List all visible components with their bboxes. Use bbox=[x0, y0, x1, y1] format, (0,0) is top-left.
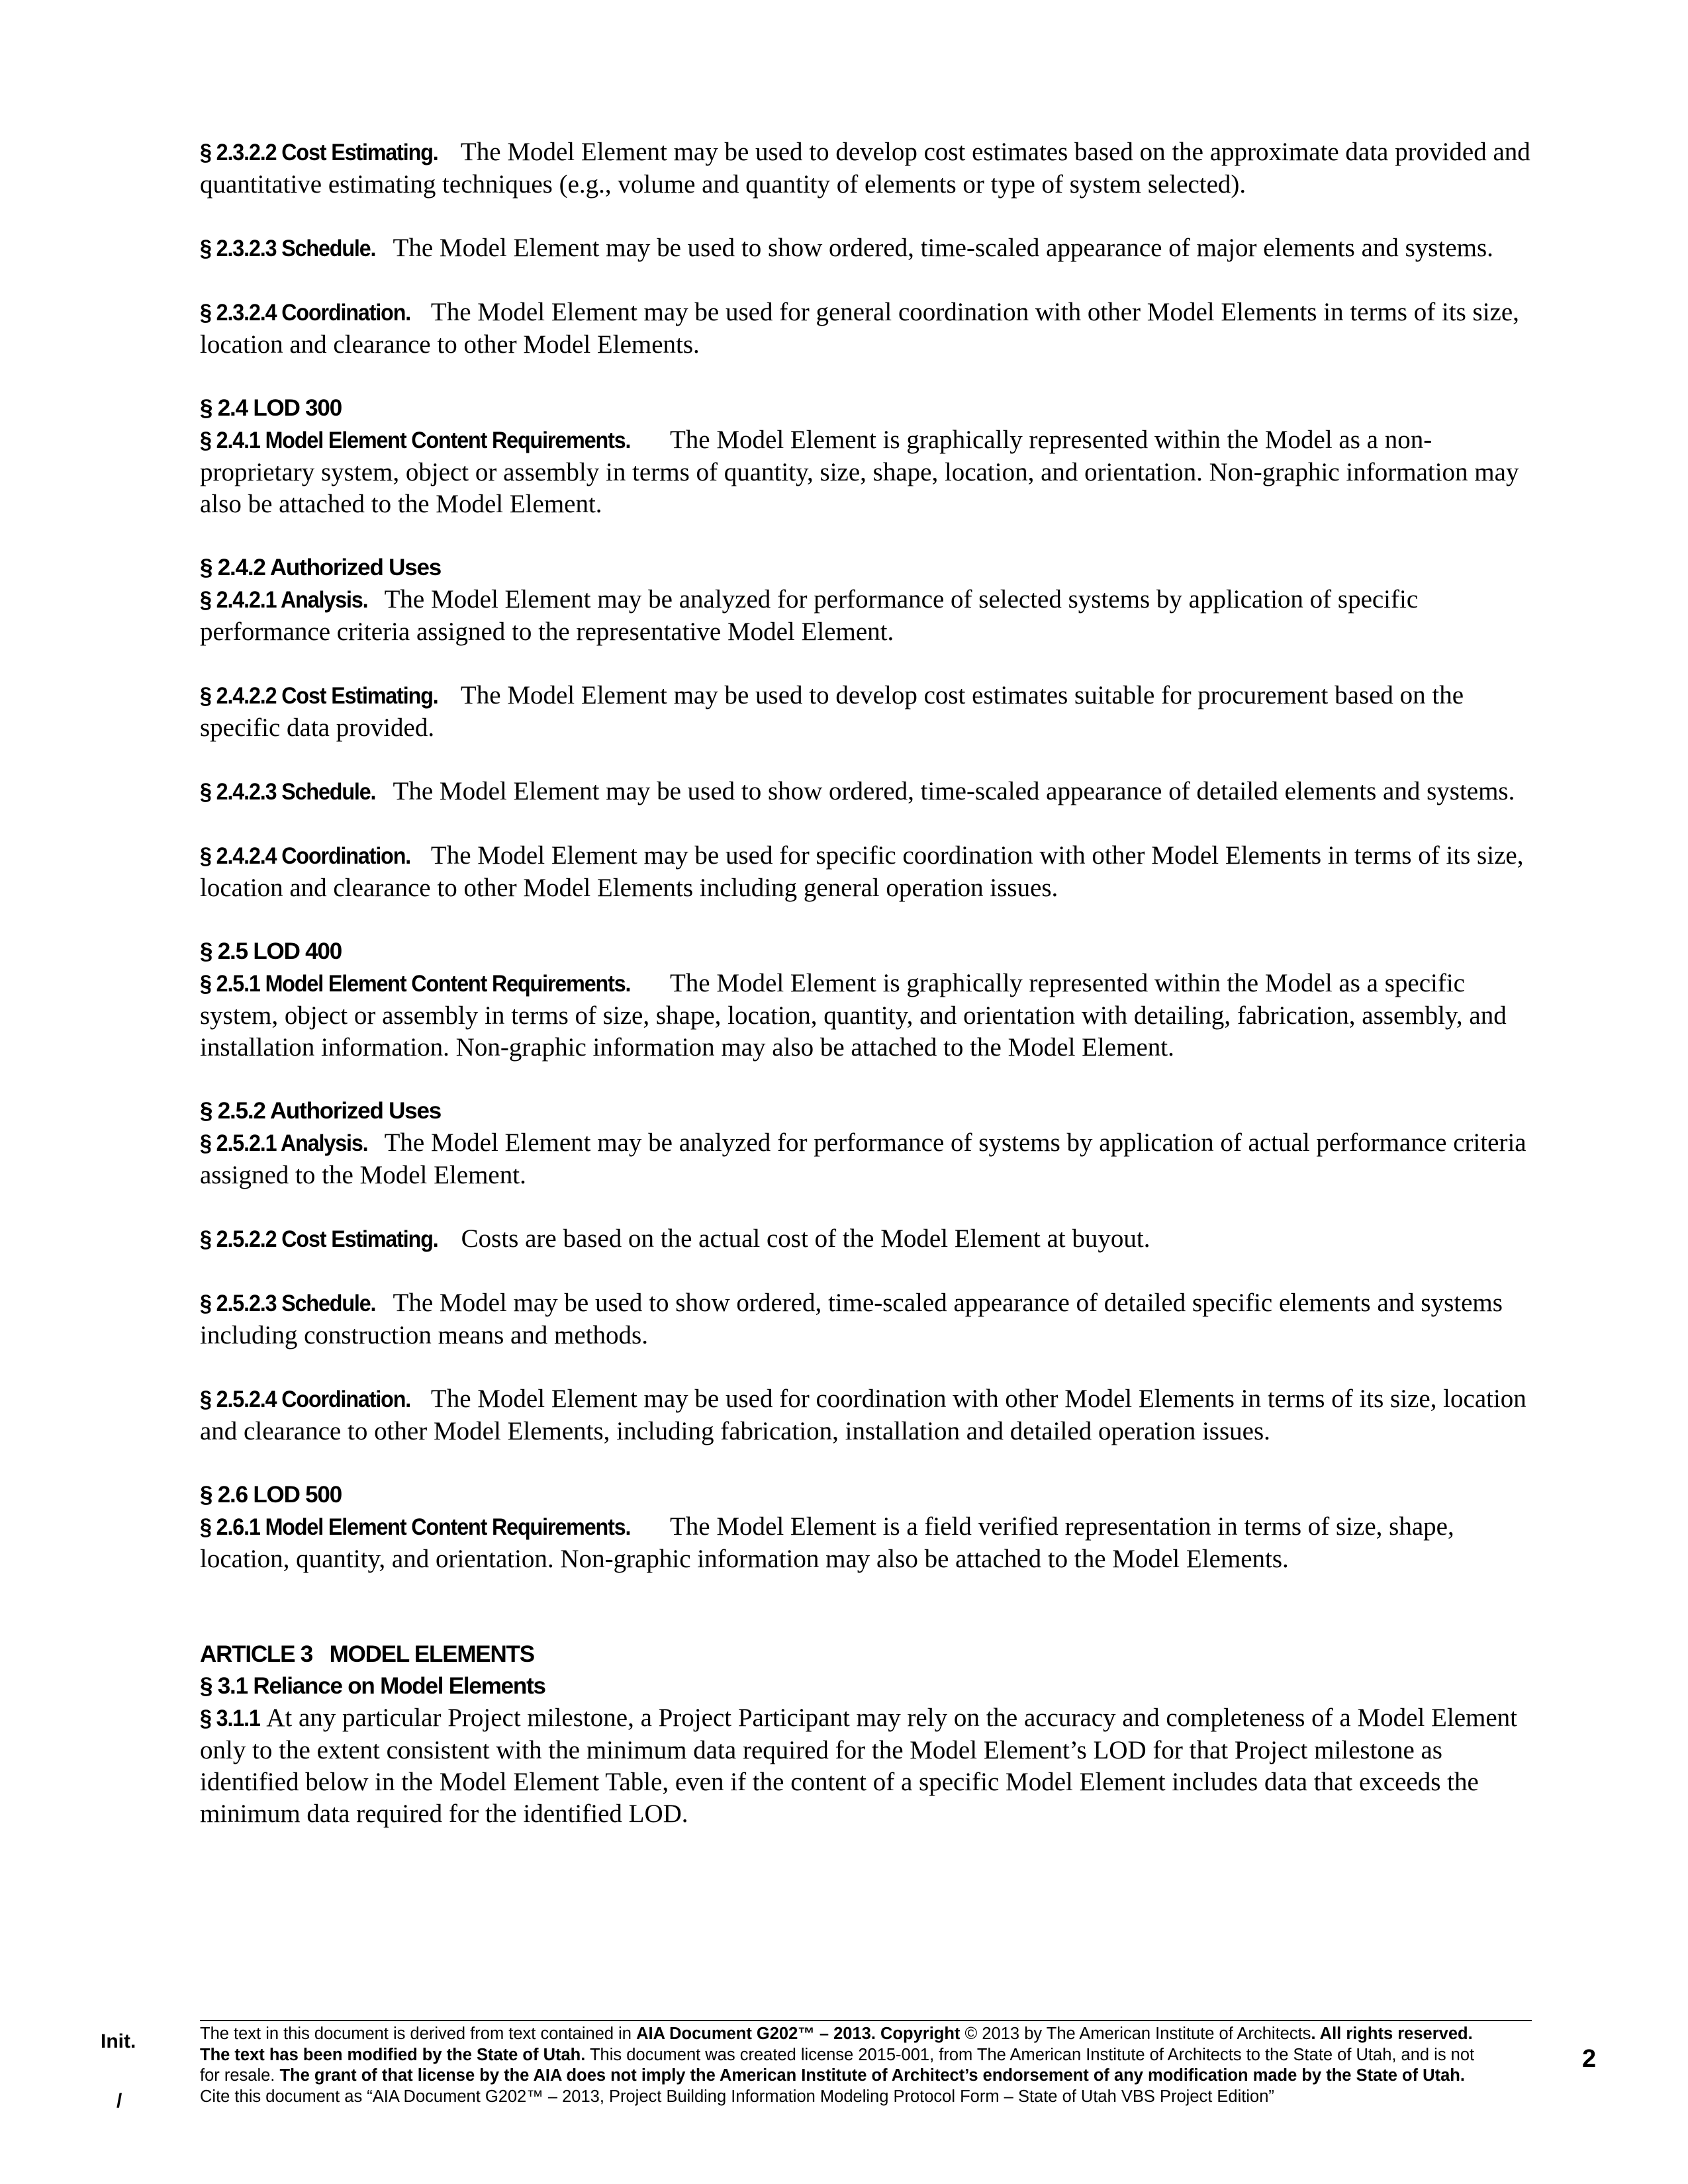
section-2-5 bbox=[200, 936, 1530, 1064]
footer-notice bbox=[200, 2024, 1484, 2107]
section-text: The Model may be used to show ordered, time-scaled appearance of detailed specific elements and systems including construction means and methods. bbox=[200, 1289, 1503, 1349]
section-2-4-2-3 bbox=[200, 776, 1530, 808]
section-text: The Model Element is graphically represented within the Model as a non-proprietary system, object or assembly in terms of quantity, size, shape, location, and orientation. Non-graphic information may also be attached to the Model Element. bbox=[200, 426, 1519, 518]
page-number: 2 bbox=[1582, 2045, 1597, 2073]
article-title: ARTICLE 3 MODEL ELEMENTS bbox=[200, 1641, 534, 1667]
document-body bbox=[200, 136, 1530, 1830]
section-2-5-2-3 bbox=[200, 1287, 1530, 1351]
initials-label: Init. bbox=[101, 2030, 136, 2052]
section-label: § 2.4.2.3 Schedule. bbox=[200, 779, 376, 805]
section-label: § 2.4.1 Model Element Content Requirements. bbox=[200, 428, 631, 453]
section-text: The Model Element may be used to show ordered, time-scaled appearance of detailed elements and systems. bbox=[387, 777, 1515, 805]
article-subheading: § 3.1 Reliance on Model Elements bbox=[200, 1673, 545, 1699]
section-text: The Model Element may be analyzed for performance of selected systems by application of specific performance criteria assigned to the representative Model Element. bbox=[200, 585, 1419, 646]
section-2-3-2-4 bbox=[200, 296, 1530, 361]
section-text: The Model Element may be used for coordination with other Model Elements in terms of its size, location and clearance to other Model Elements, including fabrication, installation and detailed operation issues. bbox=[200, 1385, 1526, 1445]
section-heading: § 2.4 LOD 300 bbox=[200, 395, 342, 421]
section-heading: § 2.4.2 Authorized Uses bbox=[200, 555, 442, 580]
section-text: The Model Element may be used for general coordination with other Model Elements in terms of its size, location and clearance to other Model Elements. bbox=[200, 298, 1519, 359]
section-label: § 2.5.2.1 Analysis. bbox=[200, 1130, 368, 1156]
section-text: The Model Element may be analyzed for performance of systems by application of actual performance criteria assigned to the Model Element. bbox=[200, 1128, 1526, 1189]
section-label: § 2.5.2.4 Coordination. bbox=[200, 1387, 411, 1412]
section-text: The Model Element may be used to develop cost estimates based on the approximate data provided and quantitative estimating techniques (e.g., volume and quantity of elements or type of system selected). bbox=[200, 138, 1530, 199]
section-text: The Model Element is a field verified representation in terms of size, shape, location, quantity, and orientation. Non-graphic information may also be attached to the Model Elements. bbox=[200, 1512, 1454, 1573]
footer-bold-2: . All rights reserved. The text has been modified by the State of Utah. bbox=[200, 2025, 1473, 2064]
section-label: § 2.4.2.4 Coordination. bbox=[200, 843, 411, 869]
section-label: § 2.6.1 Model Element Content Requirements. bbox=[200, 1514, 631, 1540]
section-heading: § 2.6 LOD 500 bbox=[200, 1482, 342, 1508]
section-2-5-2 bbox=[200, 1095, 1530, 1191]
section-2-3-2-2 bbox=[200, 136, 1530, 201]
section-2-5-2-2 bbox=[200, 1223, 1530, 1255]
section-label: § 3.1.1 bbox=[200, 1706, 260, 1731]
section-label: § 2.4.2.1 Analysis. bbox=[200, 587, 368, 613]
footer-text-3: This document was created license 2015-001, from The American Institute of Architects to the State of Utah, and is not for resale. bbox=[200, 2045, 1475, 2085]
footer-bold-3: The grant of that license by the AIA does not imply the American Institute of Architect’s endorsement of any modification made by the State of Utah. bbox=[279, 2066, 1465, 2085]
section-text: At any particular Project milestone, a Project Participant may rely on the accuracy and completeness of a Model Element only to the extent consistent with the minimum data required for the Model Element’s LOD for that Project milestone as identified below in the Model Element Table, even if the content of a specific Model Element includes data that exceeds the minimum data required for the identified LOD. bbox=[200, 1704, 1517, 1828]
section-label: § 2.4.2.2 Cost Estimating. bbox=[200, 683, 438, 709]
article-3 bbox=[200, 1639, 1530, 1830]
section-label: § 2.3.2.4 Coordination. bbox=[200, 300, 411, 326]
spacer bbox=[200, 1607, 1530, 1639]
section-label: § 2.3.2.3 Schedule. bbox=[200, 236, 376, 261]
section-2-5-2-4 bbox=[200, 1383, 1530, 1447]
section-2-6 bbox=[200, 1479, 1530, 1575]
section-heading: § 2.5 LOD 400 bbox=[200, 938, 342, 964]
section-text: The Model Element is graphically represented within the Model as a specific system, object or assembly in terms of size, shape, location, quantity, and orientation with detailing, fabrication, assembly, and installation information. Non-graphic information may also be attached to the Model Element. bbox=[200, 969, 1507, 1062]
footer-bold-1: AIA Document G202™ – 2013. Copyright bbox=[636, 2025, 961, 2043]
section-2-3-2-3 bbox=[200, 232, 1530, 265]
section-label: § 2.3.2.2 Cost Estimating. bbox=[200, 140, 438, 165]
footer-text-2: © 2013 by The American Institute of Architects bbox=[960, 2025, 1311, 2043]
footer-text-1: The text in this document is derived from text contained in bbox=[200, 2025, 637, 2043]
footer-text-4: Cite this document as “AIA Document G202™ – 2013, Project Building Information Modeling Protocol Form – State of Utah VBS Project Edition” bbox=[200, 2087, 1274, 2106]
section-text: The Model Element may be used for specific coordination with other Model Elements in terms of its size, location and clearance to other Model Elements including general operation issues. bbox=[200, 841, 1524, 902]
section-text: The Model Element may be used to develop cost estimates suitable for procurement based on the specific data provided. bbox=[200, 681, 1464, 742]
section-heading: § 2.5.2 Authorized Uses bbox=[200, 1098, 442, 1124]
section-label: § 2.5.2.3 Schedule. bbox=[200, 1291, 376, 1316]
section-2-4-2-2 bbox=[200, 680, 1530, 744]
section-2-4 bbox=[200, 392, 1530, 520]
section-label: § 2.5.2.2 Cost Estimating. bbox=[200, 1226, 438, 1252]
initials-slash: / bbox=[117, 2090, 122, 2112]
section-text: Costs are based on the actual cost of the Model Element at buyout. bbox=[454, 1224, 1150, 1253]
section-2-4-2 bbox=[200, 552, 1530, 648]
footer-divider bbox=[200, 2020, 1532, 2021]
section-label: § 2.5.1 Model Element Content Requirements. bbox=[200, 971, 631, 997]
section-text: The Model Element may be used to show ordered, time-scaled appearance of major elements and systems. bbox=[387, 234, 1493, 262]
section-2-4-2-4 bbox=[200, 840, 1530, 904]
